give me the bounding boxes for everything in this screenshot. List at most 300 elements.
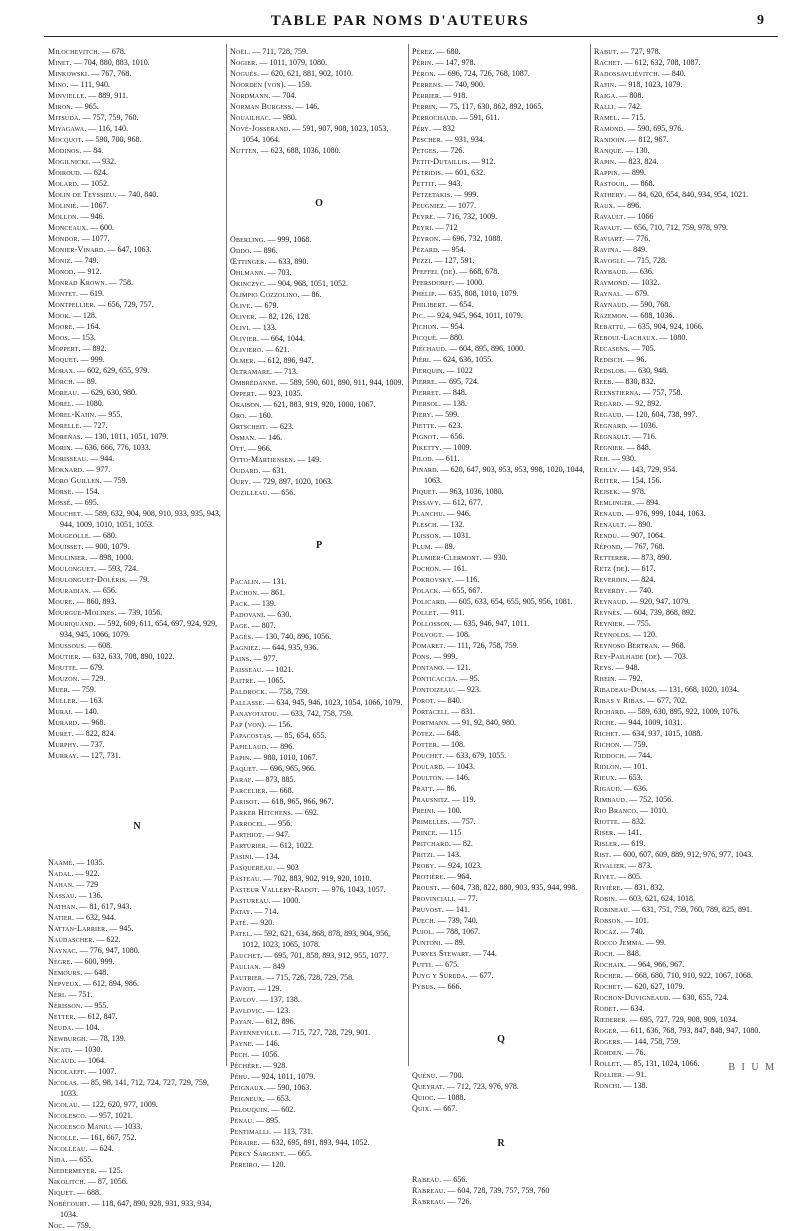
index-entry <box>412 420 590 431</box>
author-name: Pochon <box>412 564 439 573</box>
page-references: . — 946. <box>76 212 105 221</box>
page-references: . — 1088. <box>433 1093 466 1102</box>
page-references: . — 808. <box>615 91 644 100</box>
index-entry <box>48 945 226 956</box>
page-references: . — 630, 948. <box>624 366 669 375</box>
page-references: . — 947. <box>262 830 291 839</box>
page-references: . — 116. <box>451 575 480 584</box>
page-references: . — 611, 636, 768, 793, 847, 848, 947, 1080. <box>616 1026 761 1035</box>
index-entry <box>230 1082 408 1093</box>
page-references: . — 776. <box>622 234 651 243</box>
author-name: Olivier <box>230 334 257 343</box>
page-references: . — 636. <box>619 784 648 793</box>
author-name: Rodet <box>594 1004 617 1013</box>
spacer <box>230 216 408 234</box>
author-name: Parthiot <box>230 830 263 839</box>
index-entry <box>594 475 772 486</box>
author-name: Regnault <box>594 432 629 441</box>
page-references: . — 600. <box>86 223 115 232</box>
author-name: Parturier <box>230 841 266 850</box>
author-name: Porot <box>412 696 434 705</box>
index-entry <box>594 145 772 156</box>
author-name: Murai <box>48 707 71 716</box>
index-entry <box>48 1000 226 1011</box>
index-entry <box>48 46 226 57</box>
page-references: . — 137, 138. <box>255 995 300 1004</box>
author-name: Rendu <box>594 531 617 540</box>
index-entry <box>412 398 590 409</box>
index-entry <box>230 388 408 399</box>
page-references: . — 91. <box>622 1070 647 1079</box>
index-entry <box>594 123 772 134</box>
page-references: . — 946. <box>442 509 471 518</box>
index-entry <box>412 453 590 464</box>
author-name: Ott <box>230 444 244 453</box>
index-entry <box>412 442 590 453</box>
page-references: . — 664, 1044. <box>256 334 305 343</box>
page-references: . — 966. <box>243 444 272 453</box>
index-entry <box>412 1185 590 1196</box>
author-name: Ortscheit <box>230 422 266 431</box>
author-name: Pierret <box>412 388 439 397</box>
page-references: . — 944, 1009, 1031. <box>614 718 683 727</box>
index-entry <box>594 211 772 222</box>
author-name: Mocquot <box>48 135 82 144</box>
page-references: . — 1000. <box>452 278 485 287</box>
author-name: Rejsek <box>594 487 618 496</box>
index-entry <box>412 629 590 640</box>
index-entry <box>594 728 772 739</box>
page-references: . — 776, 947, 1080. <box>75 946 140 955</box>
author-name: Piette <box>412 421 435 430</box>
index-entry <box>412 849 590 860</box>
index-entry <box>594 354 772 365</box>
page-references: . — 624, 636, 1055. <box>429 355 494 364</box>
author-name: Pfeffel (de) <box>412 267 456 276</box>
index-entry <box>230 1005 408 1016</box>
index-entry <box>230 675 408 686</box>
index-column-3 <box>412 46 590 1207</box>
index-entry <box>48 1077 226 1099</box>
index-entry <box>230 807 408 818</box>
page-header <box>0 0 800 34</box>
author-name: Piéri <box>412 355 430 364</box>
page-references: . — 679. <box>620 289 649 298</box>
author-name: Moulonguet <box>48 564 95 573</box>
page-references: . — 868. <box>626 179 655 188</box>
index-entry <box>230 1137 408 1148</box>
index-entry <box>412 79 590 90</box>
page-references: . — 653. <box>262 1094 291 1103</box>
author-name: Murphy <box>48 740 77 749</box>
author-name: Répond <box>594 542 621 551</box>
author-name: Pignot <box>412 432 437 441</box>
author-name: Petges <box>412 146 437 155</box>
author-name: Moquet <box>48 355 77 364</box>
page-references: . — 620, 621, 881, 902, 1010. <box>256 69 353 78</box>
author-name: Rivet <box>594 872 614 881</box>
page-references: . — 108. <box>436 740 465 749</box>
page-references: . — 91, 92, 840, 980. <box>448 718 517 727</box>
page-references: . — 726. <box>436 146 465 155</box>
index-entry <box>594 233 772 244</box>
index-entry <box>48 475 226 486</box>
page-references: . — 924, 945, 964, 1011, 1079. <box>423 311 523 320</box>
index-entry <box>48 750 226 761</box>
page-references: . — 812, 967. <box>624 135 669 144</box>
page-references: . — 695, 727, 729, 908, 909, 1034. <box>625 1015 738 1024</box>
index-entry <box>230 752 408 763</box>
page-references: . — 943. <box>434 179 463 188</box>
author-name: Minkowski <box>48 69 88 78</box>
page-references: . — 900, 1079. <box>81 542 130 551</box>
page-references: . — 957, 1021. <box>84 1111 133 1120</box>
index-entry <box>412 123 590 134</box>
header-rule <box>44 36 778 37</box>
page-references: . — 895. <box>252 1116 281 1125</box>
index-entry <box>412 750 590 761</box>
author-name: Oltramare <box>230 367 271 376</box>
author-name: Papacostas <box>230 731 271 740</box>
index-entry <box>412 343 590 354</box>
index-entry <box>594 453 772 464</box>
author-name: Protière <box>412 872 444 881</box>
author-name: Putti <box>412 960 432 969</box>
page-references: . — 704, 880, 883, 1010. <box>69 58 150 67</box>
author-name: Reenstierna <box>594 388 639 397</box>
page-references: . — 115 <box>435 828 462 837</box>
page-references: . — 880. <box>435 333 464 342</box>
page-references: . — 918. <box>439 91 468 100</box>
index-entry <box>594 893 772 904</box>
index-entry <box>412 497 590 508</box>
author-name: Pech <box>230 1050 248 1059</box>
author-name: Nové-Josserand <box>230 124 289 133</box>
index-entry <box>412 1092 590 1103</box>
author-name: Rochon-Duvigneaud <box>594 993 669 1002</box>
author-name: Naynac <box>48 946 76 955</box>
page-references: . — 954. <box>436 322 465 331</box>
author-name: Payenneville <box>230 1028 279 1037</box>
author-name: Preini <box>412 806 434 815</box>
author-name: Ramond <box>594 124 624 133</box>
index-entry <box>230 432 408 443</box>
index-entry <box>230 917 408 928</box>
page-references: . — 656, 710, 712, 759, 978, 979. <box>620 223 728 232</box>
page-references: . — 130. <box>621 146 650 155</box>
author-name: Morel-Kahn <box>48 410 95 419</box>
page-references: . — 590, 768. <box>626 300 671 309</box>
page-references: . — 618, 965, 966, 967. <box>257 797 334 806</box>
page-references: . — 656. <box>436 432 465 441</box>
page-references: . — 890. <box>624 520 653 529</box>
page-references: . — 636. <box>625 267 654 276</box>
author-name: Nicolas <box>48 1078 77 1087</box>
author-name: Robson <box>594 916 621 925</box>
page-references: . — 119. <box>447 795 476 804</box>
page-references: . — 619. <box>617 839 646 848</box>
author-name: Moos <box>48 333 68 342</box>
page-references: . — 955. <box>80 1001 109 1010</box>
author-name: Ravina <box>594 245 620 254</box>
page-references: . — 87, 1056. <box>83 1177 128 1186</box>
page-references: . — 619. <box>75 289 104 298</box>
index-entry <box>48 607 226 618</box>
page-references: . — 740. <box>625 586 654 595</box>
index-entry <box>230 884 408 895</box>
page-references: . — 904, 968, 1051, 1052. <box>264 279 349 288</box>
index-entry <box>412 673 590 684</box>
author-name: Planchu <box>412 509 443 518</box>
page-references: . — 964. <box>443 872 472 881</box>
index-entry <box>48 574 226 585</box>
page-references: . — 648. <box>432 729 461 738</box>
index-entry <box>48 222 226 233</box>
page-references: . — 729. <box>77 674 106 683</box>
page-references: . — 752, 1056. <box>625 795 674 804</box>
index-entry <box>48 68 226 79</box>
author-name: Natier <box>48 913 72 922</box>
page-references: . — 928. <box>259 1061 288 1070</box>
author-name: Portaceli <box>412 707 448 716</box>
author-name: Olive <box>230 301 251 310</box>
page-references: . — 644, 935, 936. <box>258 643 319 652</box>
running-title: TABLE PAR NOMS D'AUTEURS <box>270 13 530 29</box>
index-entry <box>48 1066 226 1077</box>
index-entry <box>48 706 226 717</box>
library-stamp-text: B I U M <box>728 1062 776 1073</box>
index-entry <box>594 90 772 101</box>
index-entry <box>48 651 226 662</box>
index-entry <box>594 1047 772 1058</box>
author-name: Pissavy <box>412 498 439 507</box>
index-entry <box>48 1198 226 1220</box>
index-entry <box>230 344 408 355</box>
index-entry <box>594 761 772 772</box>
page-references: . — 729 <box>72 880 99 889</box>
page-references: . — 141. <box>613 828 642 837</box>
index-entry <box>594 651 772 662</box>
index-entry <box>48 365 226 376</box>
author-name: Péchère <box>230 1061 260 1070</box>
page-references: . — 146. <box>251 1039 280 1048</box>
index-entry <box>230 333 408 344</box>
index-entry <box>412 354 590 365</box>
author-name: Peugniez <box>412 201 445 210</box>
index-entry <box>230 57 408 68</box>
index-entry <box>412 706 590 717</box>
index-entry <box>230 1060 408 1071</box>
author-name: Rocher <box>594 971 621 980</box>
page-references: . — 677. <box>465 971 494 980</box>
page-references: . — 678. <box>97 47 126 56</box>
index-entry <box>412 409 590 420</box>
author-name: Molin de Teyssieu <box>48 190 115 199</box>
author-name: Pescher <box>412 135 441 144</box>
author-name: Pack <box>230 599 248 608</box>
index-entry <box>594 871 772 882</box>
author-name: Raymond <box>594 278 628 287</box>
page-references: . — 75, 117, 630, 862, 892, 1065. <box>435 102 544 111</box>
author-name: Pouchet <box>412 751 443 760</box>
index-entry <box>594 915 772 926</box>
page-references: . — 127, 591. <box>430 256 475 265</box>
page-references: . — 964, 966, 967. <box>624 960 685 969</box>
page-references: . — 759. <box>99 476 128 485</box>
author-name: Riser <box>594 828 614 837</box>
index-entry <box>412 981 590 992</box>
index-entry <box>594 684 772 695</box>
page-references: . — 716, 732, 1009. <box>433 212 498 221</box>
page-references: . — 675. <box>431 960 460 969</box>
author-name: Ohlmann <box>230 268 264 277</box>
page-references: . — 113, 731. <box>269 1127 313 1136</box>
index-entry <box>594 585 772 596</box>
author-name: Mougeolle <box>48 531 89 540</box>
index-entry <box>230 895 408 906</box>
author-name: Rhein <box>594 674 615 683</box>
page-references: . — 726. <box>443 1197 472 1206</box>
author-name: Nicolaeff <box>48 1067 85 1076</box>
page-references: . — 604, 738, 822, 880, 903, 935, 944, 998. <box>437 883 578 892</box>
index-entry <box>48 1220 226 1231</box>
index-entry <box>412 387 590 398</box>
page-references: . — 656. <box>439 1175 468 1184</box>
page-references: . — 757, 758. <box>638 388 683 397</box>
index-entry <box>412 90 590 101</box>
index-entry <box>48 1011 226 1022</box>
index-entry <box>48 1132 226 1143</box>
index-entry <box>412 816 590 827</box>
author-name: Noc <box>48 1221 63 1230</box>
index-entry <box>594 530 772 541</box>
page-references: . — 980, 1010, 1067. <box>249 753 318 762</box>
page-references: . — 978. <box>617 487 646 496</box>
author-name: Norman Burgess <box>230 102 292 111</box>
page-references: . — 849 <box>258 962 285 971</box>
page-references: . — 138. <box>438 399 467 408</box>
page-references: . — 751. <box>64 990 93 999</box>
author-name: Rio Branco <box>594 806 637 815</box>
index-entry <box>48 200 226 211</box>
index-entry <box>48 211 226 222</box>
index-entry <box>594 783 772 794</box>
page-references: . — 977. <box>249 654 278 663</box>
page-references: . — 144, 758, 759. <box>620 1037 681 1046</box>
author-name: Petzetakis <box>412 190 451 199</box>
author-name: Rieux <box>594 773 615 782</box>
author-name: Nattan-Larrier <box>48 924 106 933</box>
author-name: Rabreau <box>412 1197 444 1206</box>
index-entry <box>594 794 772 805</box>
index-entry <box>230 46 408 57</box>
author-name: Osman <box>230 433 255 442</box>
index-entry <box>230 873 408 884</box>
page-references: . — 889, 911. <box>84 91 128 100</box>
page-references: . — 948. <box>611 663 640 672</box>
author-name: Provinciali <box>412 894 454 903</box>
author-name: Rocco Jemma <box>594 938 642 947</box>
page-references: . — 589, 630, 895, 922, 1009, 1076. <box>623 707 740 716</box>
index-entry <box>48 662 226 673</box>
page-references: . — 755. <box>622 619 651 628</box>
author-name: Naudascher <box>48 935 93 944</box>
index-entry <box>412 519 590 530</box>
page-references: . — 873, 885. <box>251 775 296 784</box>
page-references: . — 621. <box>261 345 290 354</box>
page-references: . — 1032. <box>627 278 660 287</box>
author-name: Moniz <box>48 256 71 265</box>
page-references: . — 86. <box>297 290 322 299</box>
page-references: . — 861. <box>256 588 285 597</box>
index-entry <box>230 763 408 774</box>
author-name: Niedermeyer <box>48 1166 95 1175</box>
index-entry <box>412 266 590 277</box>
author-name: Moutier <box>48 652 79 661</box>
page-references: . — 807. <box>247 621 276 630</box>
page-references: . — 656, 729, 757. <box>93 300 154 309</box>
page-references: . — 716. <box>628 432 657 441</box>
index-entry <box>230 1027 408 1038</box>
page-references: . — 713. <box>270 367 299 376</box>
index-entry <box>230 123 408 145</box>
page-references: . — 120. <box>628 630 657 639</box>
index-entry <box>48 890 226 901</box>
page-references: . — 599. <box>431 410 460 419</box>
index-entry <box>48 1022 226 1033</box>
page-references: . — 604, 728, 739, 757, 759, 760 <box>443 1186 550 1195</box>
index-entry <box>594 717 772 728</box>
index-entry <box>230 1049 408 1060</box>
author-name: Moutte <box>48 663 76 672</box>
author-name: Renaud <box>594 509 622 518</box>
page-references: . — 591, 611. <box>455 113 500 122</box>
index-entry <box>48 1044 226 1055</box>
index-entry <box>48 387 226 398</box>
author-name: Peyre <box>412 212 434 221</box>
page-references: . — 624. <box>85 1144 114 1153</box>
author-name: Ramel <box>594 113 618 122</box>
page-references: . — 805. <box>614 872 642 881</box>
index-entry <box>412 728 590 739</box>
index-entry <box>48 178 226 189</box>
author-name: Pritzi <box>412 850 433 859</box>
author-name: Neuda <box>48 1023 72 1032</box>
author-name: Morse <box>48 487 72 496</box>
author-name: Rabeau <box>412 1175 440 1184</box>
author-name: Muller <box>48 696 76 705</box>
index-entry <box>48 354 226 365</box>
index-entry <box>412 233 590 244</box>
index-entry <box>594 1014 772 1025</box>
author-name: Milochevitch <box>48 47 98 56</box>
page-references: . — 86. <box>432 784 457 793</box>
page-references: . — 695, 724. <box>434 377 479 386</box>
index-entry <box>594 277 772 288</box>
page-references: . — 120. <box>257 1160 286 1169</box>
page-references: . — 692. <box>290 808 319 817</box>
author-name: Rebattu <box>594 322 624 331</box>
author-name: Parcelier <box>230 786 266 795</box>
page-references: . — 593, 724. <box>94 564 139 573</box>
index-entry <box>412 794 590 805</box>
index-entry <box>230 454 408 465</box>
index-entry <box>594 46 772 57</box>
index-entry <box>412 376 590 387</box>
index-entry <box>230 410 408 421</box>
index-entry <box>48 901 226 912</box>
page-references: . — 111, 726, 758, 759. <box>443 641 519 650</box>
